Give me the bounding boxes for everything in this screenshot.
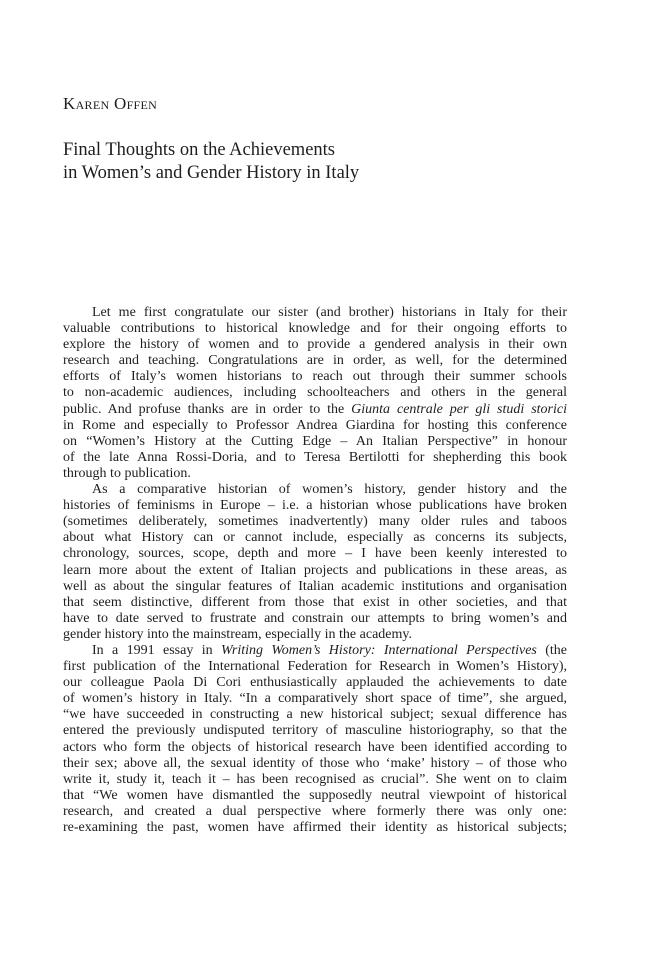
body-line: histories of feminisms in Europe – i.e. a historian whose publications have broken [63, 498, 567, 514]
body-line: on “Women’s History at the Cutting Edge – An Italian Perspective” in honour [63, 433, 567, 449]
article-title-line: Final Thoughts on the Achievements [63, 140, 335, 160]
body-line: actors who form the objects of historical research have been identified according to [63, 739, 567, 755]
italic-title: Giunta centrale per gli studi storici [351, 401, 567, 417]
article-body [63, 305, 567, 836]
body-line: of the late Anna Rossi-Doria, and to Teresa Bertilotti for shepherding this book [63, 449, 567, 465]
body-line: explore the history of women and to provide a gendered analysis in their own [63, 337, 567, 353]
article-title [63, 139, 583, 185]
body-line: of women’s history in Italy. “In a comparatively short space of time”, she argued, [63, 691, 567, 707]
body-line: entered the previously undisputed territory of masculine historiography, so that the [63, 723, 567, 739]
body-line: learn more about the extent of Italian projects and publications in these areas, as [63, 562, 567, 578]
body-line: have to date served to frustrate and constrain our attempts to bring women’s and [63, 610, 567, 626]
body-line: gender history into the mainstream, especially in the academy. [63, 626, 412, 642]
body-line: public. And profuse thanks are in order to the Giunta centrale per gli studi storici [63, 401, 567, 417]
body-line: In a 1991 essay in Writing Women’s History: International Perspectives (the [92, 642, 568, 658]
body-line: that seem distinctive, different from those that exist in other societies, and that [63, 594, 567, 610]
body-line: our colleague Paola Di Cori enthusiastically applauded the achievements to date [63, 675, 567, 691]
body-line: re-examining the past, women have affirmed their identity as historical subjects; [63, 820, 567, 835]
body-line: that “We women have dismantled the supposedly neutral viewpoint of historical [63, 787, 567, 803]
body-line: first publication of the International Federation for Research in Women’s History), [63, 659, 567, 675]
article-title-line: in Women’s and Gender History in Italy [63, 163, 360, 183]
body-line: well as about the singular features of Italian academic institutions and organisation [63, 578, 567, 594]
body-line: about what History can or cannot include, especially as concerns its subjects, [63, 530, 567, 546]
author-name: Karen Offen [63, 94, 158, 113]
body-line: write it, study it, teach it – has been recognised as crucial”. She went on to claim [63, 771, 567, 787]
body-line: Let me first congratulate our sister (and brother) historians in Italy for their [92, 305, 567, 320]
body-line: in Rome and especially to Professor Andrea Giardina for hosting this conference [63, 417, 567, 433]
body-line: research, and created a dual perspective where formerly there was only one: [63, 803, 567, 819]
italic-title: Writing Women’s History: International Perspectives [221, 642, 537, 658]
body-line: chronology, sources, scope, depth and more – I have been keenly interested to [63, 546, 567, 562]
body-line: As a comparative historian of women’s history, gender history and the [92, 482, 567, 498]
body-line: research and teaching. Congratulations are in order, as well, for the determined [63, 353, 567, 369]
body-line: valuable contributions to historical knowledge and for their ongoing efforts to [63, 321, 567, 337]
body-line: efforts of Italy’s women historians to reach out through their summer schools [63, 369, 567, 385]
body-line: to non-academic audiences, including schoolteachers and others in the general [63, 385, 567, 401]
body-line: through to publication. [63, 465, 191, 481]
body-line: “we have succeeded in constructing a new historical subject; sexual difference has [63, 707, 567, 723]
body-line: their sex; above all, the sexual identity of those who ‘make’ history – of those who [63, 755, 567, 771]
body-line: (sometimes deliberately, sometimes inadvertently) many older rules and taboos [63, 514, 567, 530]
